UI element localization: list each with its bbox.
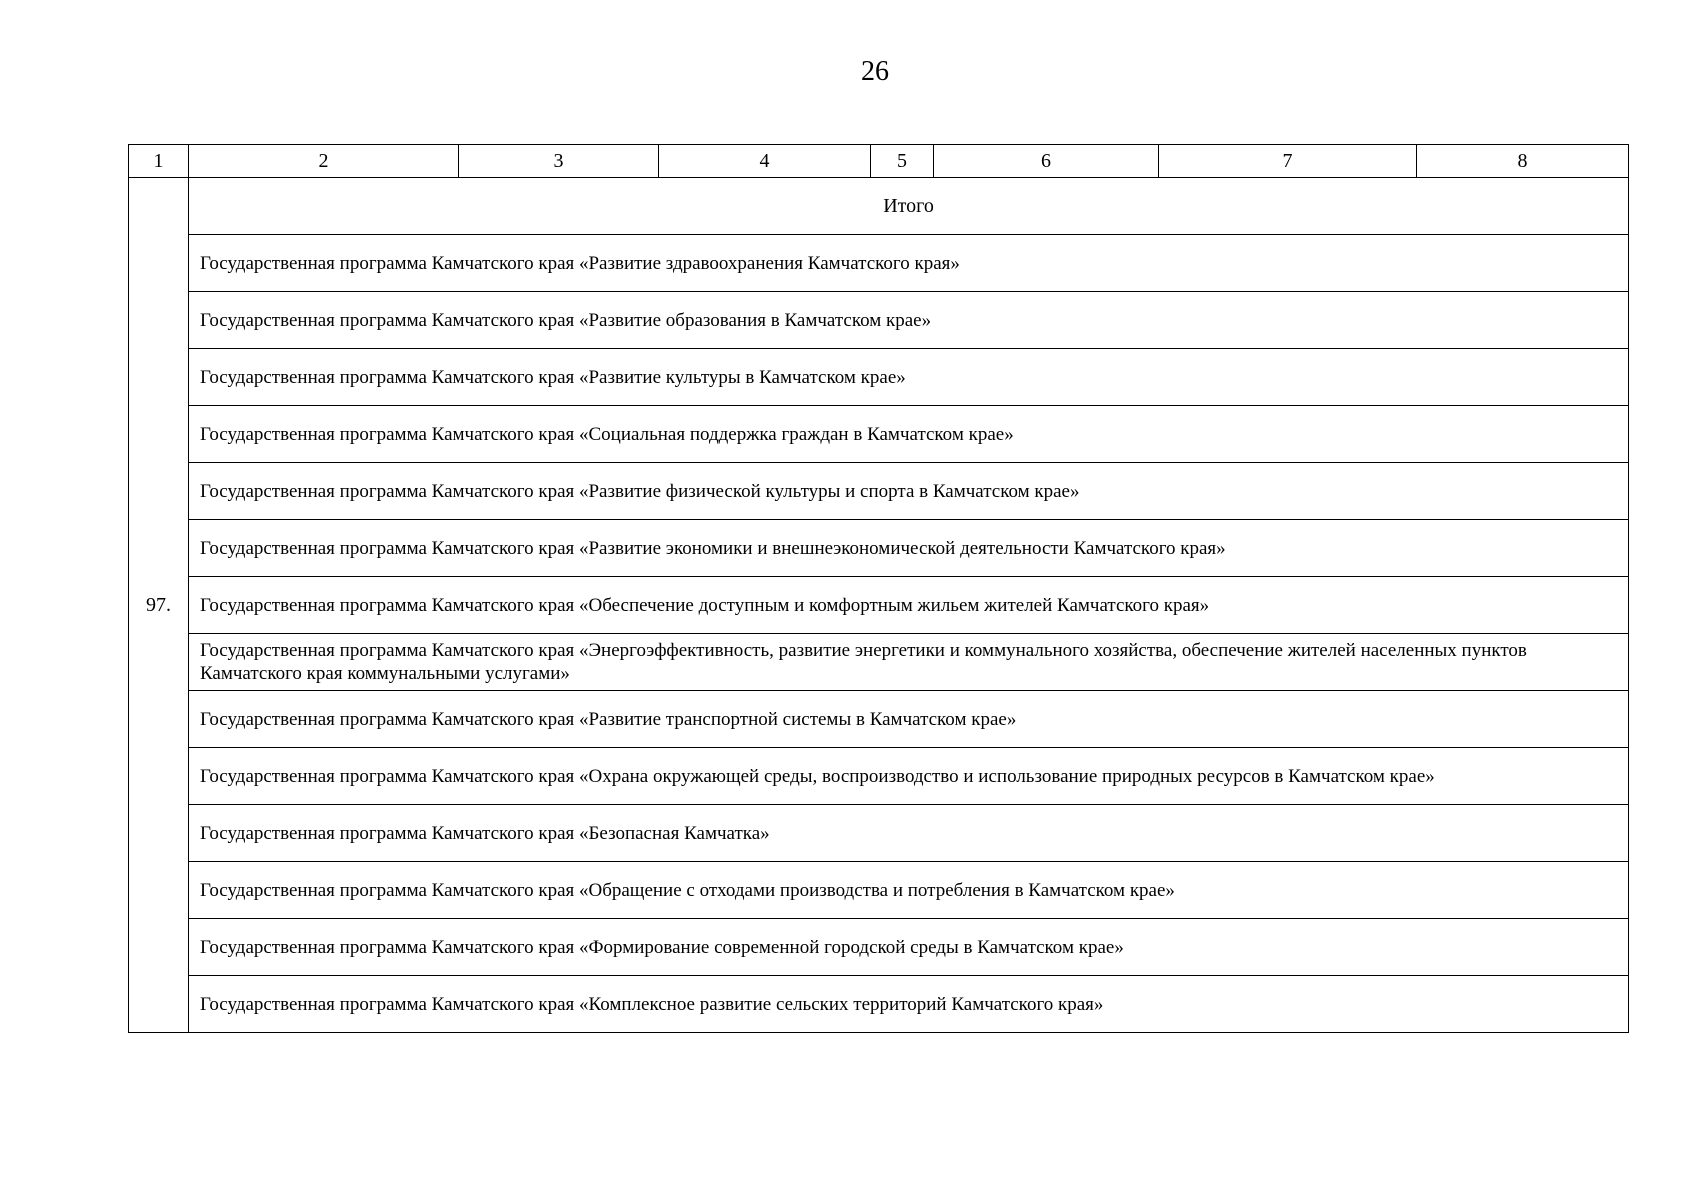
column-number: 4 bbox=[659, 145, 871, 178]
program-row bbox=[129, 577, 1629, 634]
program-name: Государственная программа Камчатского края «Развитие физической культуры и спорта в Камчатском крае» bbox=[189, 463, 1629, 520]
program-name: Государственная программа Камчатского края «Обращение с отходами производства и потребления в Камчатском крае» bbox=[189, 862, 1629, 919]
program-row bbox=[129, 520, 1629, 577]
column-number: 1 bbox=[129, 145, 189, 178]
total-label: Итого bbox=[189, 178, 1629, 235]
program-name: Государственная программа Камчатского края «Охрана окружающей среды, воспроизводство и использование природных ресурсов в Камчатском крае» bbox=[189, 748, 1629, 805]
program-name: Государственная программа Камчатского края «Безопасная Камчатка» bbox=[189, 805, 1629, 862]
program-row bbox=[129, 349, 1629, 406]
program-row bbox=[129, 463, 1629, 520]
column-number: 7 bbox=[1159, 145, 1417, 178]
program-name: Государственная программа Камчатского края «Развитие культуры в Камчатском крае» bbox=[189, 349, 1629, 406]
program-name: Государственная программа Камчатского края «Развитие экономики и внешнеэкономической деятельности Камчатского края» bbox=[189, 520, 1629, 577]
program-name: Государственная программа Камчатского края «Развитие транспортной системы в Камчатском крае» bbox=[189, 691, 1629, 748]
program-name: Государственная программа Камчатского края «Развитие образования в Камчатском крае» bbox=[189, 292, 1629, 349]
program-table bbox=[128, 144, 1629, 1033]
column-number: 2 bbox=[189, 145, 459, 178]
row-number: 97. bbox=[129, 178, 189, 1033]
column-number: 6 bbox=[934, 145, 1159, 178]
program-row bbox=[129, 976, 1629, 1033]
program-row bbox=[129, 919, 1629, 976]
program-name: Государственная программа Камчатского края «Обеспечение доступным и комфортным жильем жителей Камчатского края» bbox=[189, 577, 1629, 634]
column-number: 5 bbox=[871, 145, 934, 178]
program-row bbox=[129, 691, 1629, 748]
total-row bbox=[129, 178, 1629, 235]
program-row bbox=[129, 748, 1629, 805]
column-number: 8 bbox=[1417, 145, 1629, 178]
program-row bbox=[129, 805, 1629, 862]
program-name: Государственная программа Камчатского края «Развитие здравоохранения Камчатского края» bbox=[189, 235, 1629, 292]
column-number-row bbox=[129, 145, 1629, 178]
program-name: Государственная программа Камчатского края «Формирование современной городской среды в Камчатском крае» bbox=[189, 919, 1629, 976]
program-name: Государственная программа Камчатского края «Социальная поддержка граждан в Камчатском крае» bbox=[189, 406, 1629, 463]
column-number: 3 bbox=[459, 145, 659, 178]
program-row bbox=[129, 406, 1629, 463]
program-row bbox=[129, 235, 1629, 292]
program-row bbox=[129, 292, 1629, 349]
page-number: 26 bbox=[861, 56, 889, 87]
program-row bbox=[129, 634, 1629, 691]
program-name: Государственная программа Камчатского края «Комплексное развитие сельских территорий Камчатского края» bbox=[189, 976, 1629, 1033]
program-row bbox=[129, 862, 1629, 919]
program-name: Государственная программа Камчатского края «Энергоэффективность, развитие энергетики и коммунального хозяйства, обеспечение жителей населенных пунктов Камчатского края коммунальными услугами» bbox=[189, 634, 1629, 691]
